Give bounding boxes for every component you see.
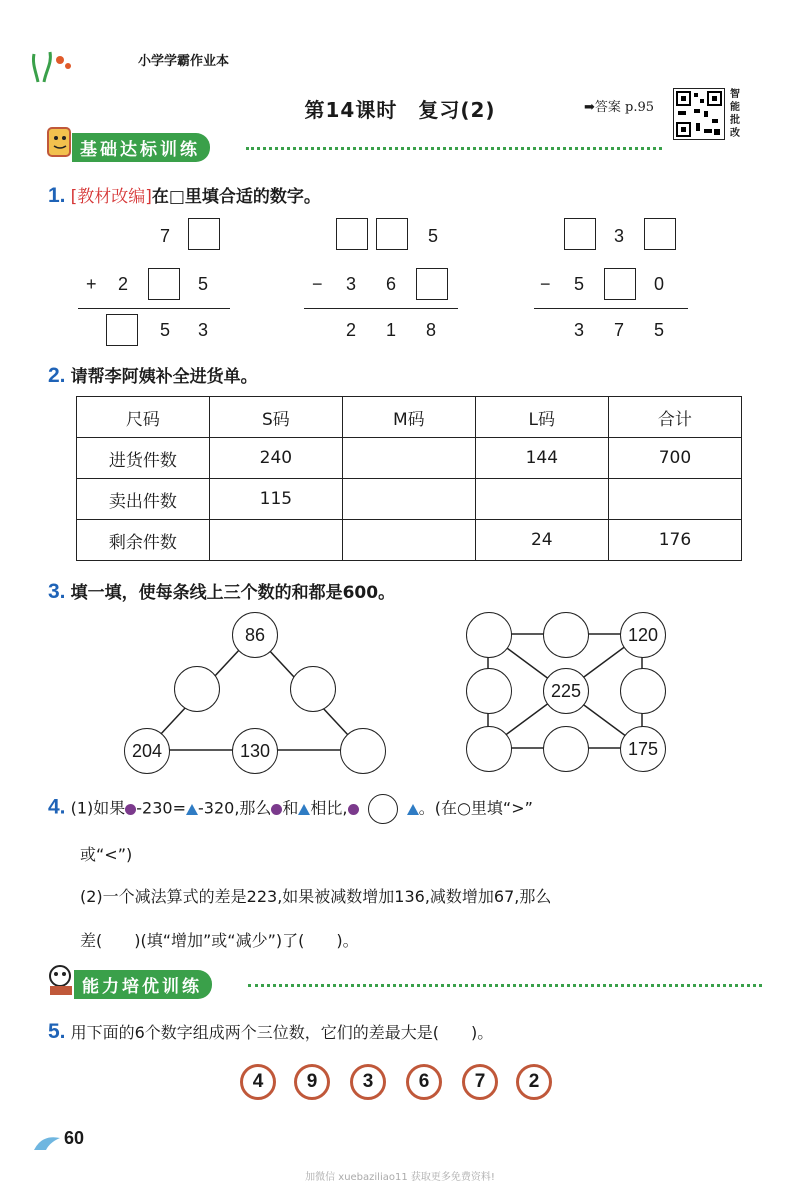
question-text: 在□里填合适的数字。: [151, 187, 321, 207]
text: 相比,: [310, 798, 348, 818]
triangle-blank-circle[interactable]: [290, 666, 336, 712]
grid-top-right-circle: 120: [620, 612, 666, 658]
section-advanced-title: 能力培优训练: [74, 970, 212, 999]
triangle-icon: [186, 804, 198, 815]
text: -320,那么: [198, 798, 272, 818]
digit: 5: [160, 320, 171, 340]
grid-blank-circle[interactable]: [543, 726, 589, 772]
question-number: 5.: [48, 1020, 66, 1043]
table-header-cell: S码: [209, 397, 342, 438]
table-header-cell: M码: [342, 397, 475, 438]
digit: 6: [386, 274, 397, 294]
question-number: 1.: [48, 184, 66, 207]
digit: 8: [426, 320, 437, 340]
operator: −: [540, 274, 551, 294]
question-number: 3.: [48, 580, 66, 603]
textbook-tag: [教材改编]: [70, 187, 152, 207]
digit-card: 3: [350, 1064, 386, 1100]
question-4-part-1: [48, 794, 533, 824]
digit: 3: [346, 274, 357, 294]
question-5-heading: [48, 1020, 493, 1044]
digit-card: 6: [406, 1064, 442, 1100]
question-number: 2.: [48, 364, 66, 387]
digit: 5: [654, 320, 665, 340]
digit-card: 7: [462, 1064, 498, 1100]
compare-circle[interactable]: [368, 794, 398, 824]
dot-icon: [348, 804, 359, 815]
digit-card: 9: [294, 1064, 330, 1100]
table-cell: 240: [209, 438, 342, 479]
triangle-blank-circle[interactable]: [340, 728, 386, 774]
digit: 3: [198, 320, 209, 340]
digit: 7: [160, 226, 171, 246]
question-number: 4.: [48, 795, 66, 819]
text: (1)如果: [70, 798, 126, 818]
digit: 7: [614, 320, 625, 340]
table-row-label: 剩余件数: [77, 520, 210, 561]
table-cell: 700: [608, 438, 741, 479]
question-4-part-2-cont: 差( )(填“增加”或“减少”)了( )。: [80, 931, 359, 950]
table-cell: 144: [475, 438, 608, 479]
section-divider: [248, 984, 762, 987]
triangle-icon: [407, 804, 419, 815]
grid-blank-circle[interactable]: [466, 612, 512, 658]
answer-reference: ➡答案 p.95: [584, 100, 655, 115]
digit: 1: [386, 320, 397, 340]
text: 和: [282, 798, 299, 818]
ai-grading-label: 智能批改: [730, 89, 740, 139]
grid-blank-circle[interactable]: [466, 726, 512, 772]
table-header-cell: L码: [475, 397, 608, 438]
question-4-part-2: (2)一个减法算式的差是223,如果被减数增加136,减数增加67,那么: [80, 887, 552, 906]
triangle-blank-circle[interactable]: [174, 666, 220, 712]
grid-blank-circle[interactable]: [543, 612, 589, 658]
digit-card: 2: [516, 1064, 552, 1100]
question-text: 用下面的6个数字组成两个三位数，它们的差最大是( )。: [70, 1023, 494, 1042]
triangle-icon: [298, 804, 310, 815]
question-4-part-1-cont: 或“<”): [80, 845, 133, 864]
table-row-label: 进货件数: [77, 438, 210, 479]
operator: +: [86, 274, 97, 294]
section-mascot-icon: [44, 962, 78, 998]
grid-center-circle: 225: [543, 668, 589, 714]
triangle-bottom-left-circle: 204: [124, 728, 170, 774]
page-title: 第14课时 复习(2): [304, 98, 496, 122]
digit: 0: [654, 274, 665, 294]
triangle-top-circle: 86: [232, 612, 278, 658]
grid-blank-circle[interactable]: [620, 668, 666, 714]
text: -230=: [136, 798, 186, 818]
digit: 3: [614, 226, 625, 246]
page-number: 60: [64, 1128, 85, 1148]
grid-blank-circle[interactable]: [466, 668, 512, 714]
dolphin-icon: [32, 1130, 62, 1154]
digit: 5: [428, 226, 439, 246]
table-cell: 176: [608, 520, 741, 561]
grid-bottom-right-circle: 175: [620, 726, 666, 772]
table-cell: 115: [209, 479, 342, 520]
digit: 2: [118, 274, 129, 294]
table-header-cell: 合计: [608, 397, 741, 438]
triangle-bottom-mid-circle: 130: [232, 728, 278, 774]
digit: 2: [346, 320, 357, 340]
brand-title: 小学学霸作业本: [138, 54, 230, 69]
operator: −: [312, 274, 323, 294]
section-basic-title: 基础达标训练: [72, 133, 210, 162]
table-cell: 24: [475, 520, 608, 561]
digit: 5: [198, 274, 209, 294]
question-text: 填一填，使每条线上三个数的和都是600。: [70, 583, 396, 603]
table-row-label: 卖出件数: [77, 479, 210, 520]
watermark-text: 加微信 xuebaziliao11 获取更多免费资料!: [305, 1172, 495, 1183]
digit-card: 4: [240, 1064, 276, 1100]
text: 。(在○里填“>”: [418, 798, 533, 818]
question-text: 请帮李阿姨补全进货单。: [70, 367, 258, 387]
table-header-cell: 尺码: [77, 397, 210, 438]
digit: 3: [574, 320, 585, 340]
dot-icon: [271, 804, 282, 815]
dot-icon: [125, 804, 136, 815]
digit: 5: [574, 274, 585, 294]
